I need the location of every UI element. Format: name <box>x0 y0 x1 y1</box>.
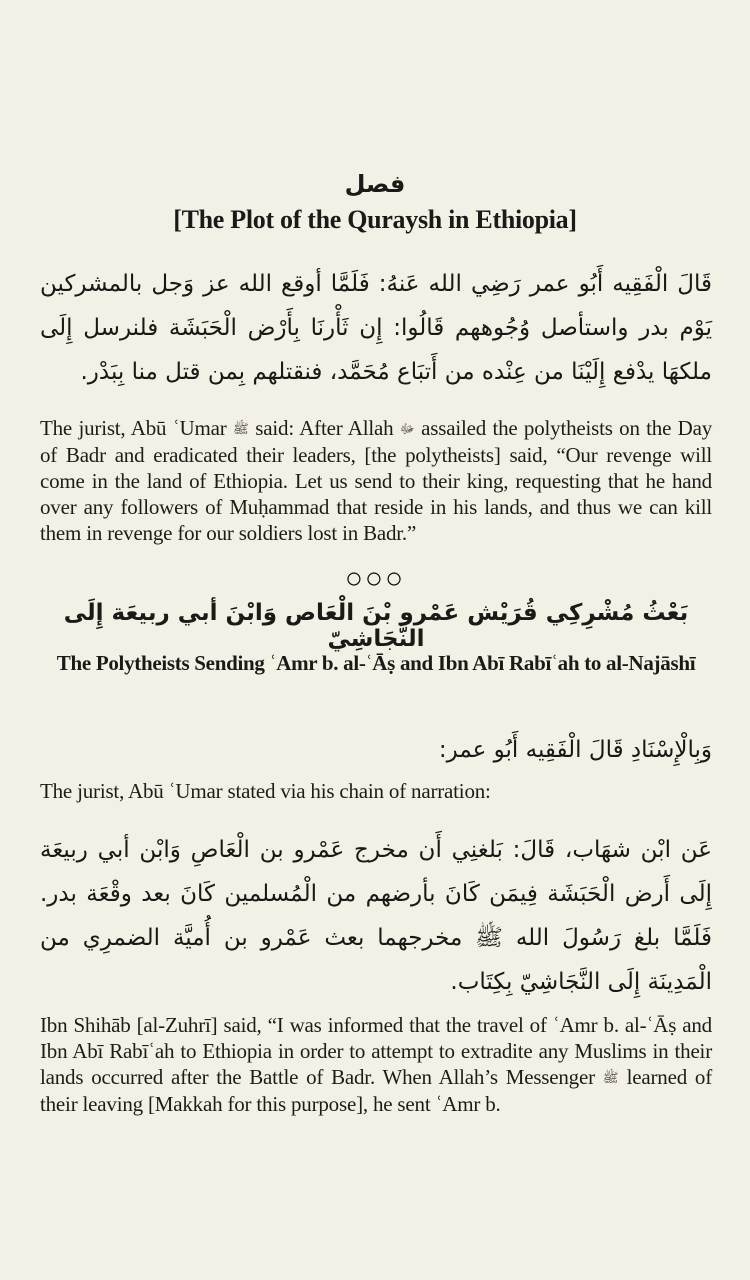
para3-english <box>40 1012 712 1117</box>
honorific-icon: ﷺ <box>602 1070 619 1085</box>
para1-english-part-c: assailed the polytheists on the Day of Badr and eradicated their leaders, [the polytheists] said, “Our revenge will come in the land of Ethiopia. Let us send to their king, requesting that he hand over any followers of Muḥammad that reside in his lands, and thus we can kill them in revenge for our soldiers lost in Badr.” <box>40 416 713 545</box>
para1-english <box>40 415 712 546</box>
section-heading-english: [The Plot of the Quraysh in Ethiopia] <box>173 205 577 234</box>
para2-arabic: وَبِالْإِسْنَادِ قَالَ الْفَقِيه أَبُو عمر: <box>438 737 712 763</box>
para3-arabic: عَن ابْن شهَاب، قَالَ: بَلغنِي أَن مخرج عَمْرو بن الْعَاصِ وَابْن أبي ربيعَة إِلَى أَرض الْحَبَشَة فِيمَن كَانَ بأرضهم من الْمُسلمين كَانَ بعد وقْعَة بدر. فَلَمَّا بلغ رَسُولَ الله ﷺ مخرجهما بعث عَمْرو بن أُميَّة الضمرِي من الْمَدِينَة إِلَى النَّجَاشِيّ بِكِتَاب. <box>40 837 712 995</box>
subsection-title-arabic: بَعْثُ مُشْرِكِي قُرَيْش عَمْرو بْنَ الْعَاص وَابْنَ أبي ربيعَة إِلَى النَّجَاشِيّ <box>63 600 689 652</box>
para1-arabic: قَالَ الْفَقِيه أَبُو عمر رَضِي الله عَنهُ: فَلَمَّا أوقع الله عز وَجل بالمشركين يَوْم بدر واستأصل وُجُوههم قَالُوا: إِن ثَأْرنَا بِأَرْض الْحَبَشَة فلنرسل إِلَى ملكهَا يدْفع إِلَيْنَا من عِنْده من أَتبَاع مُحَمَّد، فنقتلهم بِمن قتل منا بِبَدْر. <box>40 271 712 385</box>
para3-english-part-a: Ibn Shihāb [al-Zuhrī] said, “I was informed that the travel of ʿAmr b. al-ʿĀṣ and Ibn Abī Rabīʿah to Ethiopia in order to attempt to extradite any Muslims in their lands occurred after the Battle of Badr. When Allah’s Messenger <box>40 1013 712 1089</box>
para2-english: The jurist, Abū ʿUmar stated via his chain of narration: <box>40 779 491 803</box>
section-heading-arabic: فصل <box>344 170 406 198</box>
para1-english-part-b: said: After Allah <box>255 416 394 440</box>
para1-english-part-a: The jurist, Abū ʿUmar <box>40 416 227 440</box>
section-divider: ○○○ <box>344 562 406 595</box>
honorific-icon: ﷺ <box>232 421 249 436</box>
subsection-title-english: The Polytheists Sending ʿAmr b. al-ʿĀṣ and Ibn Abī Rabīʿah to al-Najāshī <box>56 651 696 675</box>
para3-english-part-b: learned of their leaving [Makkah for this purpose], he sent ʿAmr b. <box>40 1065 712 1116</box>
honorific-icon: ﷻ <box>399 421 415 436</box>
